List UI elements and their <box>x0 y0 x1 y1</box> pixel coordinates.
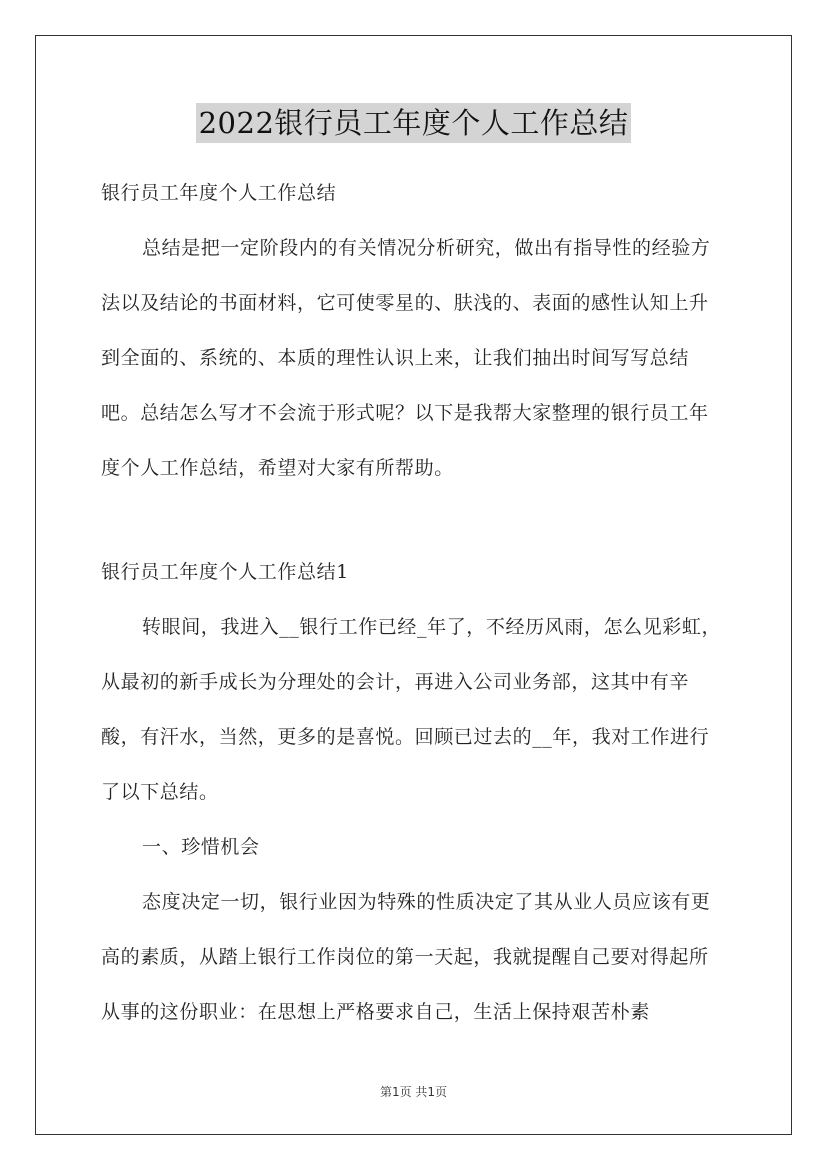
document-title-wrapper <box>0 103 827 143</box>
section-1-heading: 银行员工年度个人工作总结1 <box>101 561 349 583</box>
subheading-1: 一、珍惜机会 <box>142 836 260 858</box>
intro-block <box>101 166 727 496</box>
section-1-paragraph-2: 态度决定一切，银行业因为特殊的性质决定了其从业人员应该有更高的素质，从踏上银行工作岗位的第一天起，我就提醒自己要对得起所从事的这份职业：在思想上严格要求自己，生活上保持艰苦朴素 <box>101 891 711 1023</box>
intro-paragraph: 总结是把一定阶段内的有关情况分析研究，做出有指导性的经验方法以及结论的书面材料，它可使零星的、肤浅的、表面的感性认知上升到全面的、系统的、本质的理性认识上来，让我们抽出时间写写总结吧。总结怎么写才不会流于形式呢？以下是我帮大家整理的银行员工年度个人工作总结，希望对大家有所帮助。 <box>101 237 711 479</box>
document-title: 2022银行员工年度个人工作总结 <box>196 103 632 143</box>
section-1-block <box>101 545 727 1040</box>
page-footer: 第1页 共1页 <box>379 1085 448 1099</box>
section-1-paragraph-1: 转眼间，我进入__银行工作已经_年了，不经历风雨，怎么见彩虹，从最初的新手成长为分理处的会计，再进入公司业务部，这其中有辛酸，有汗水，当然，更多的是喜悦。回顾已过去的__年，我对工作进行了以下总结。 <box>101 616 722 803</box>
document-subtitle: 银行员工年度个人工作总结 <box>101 182 337 204</box>
